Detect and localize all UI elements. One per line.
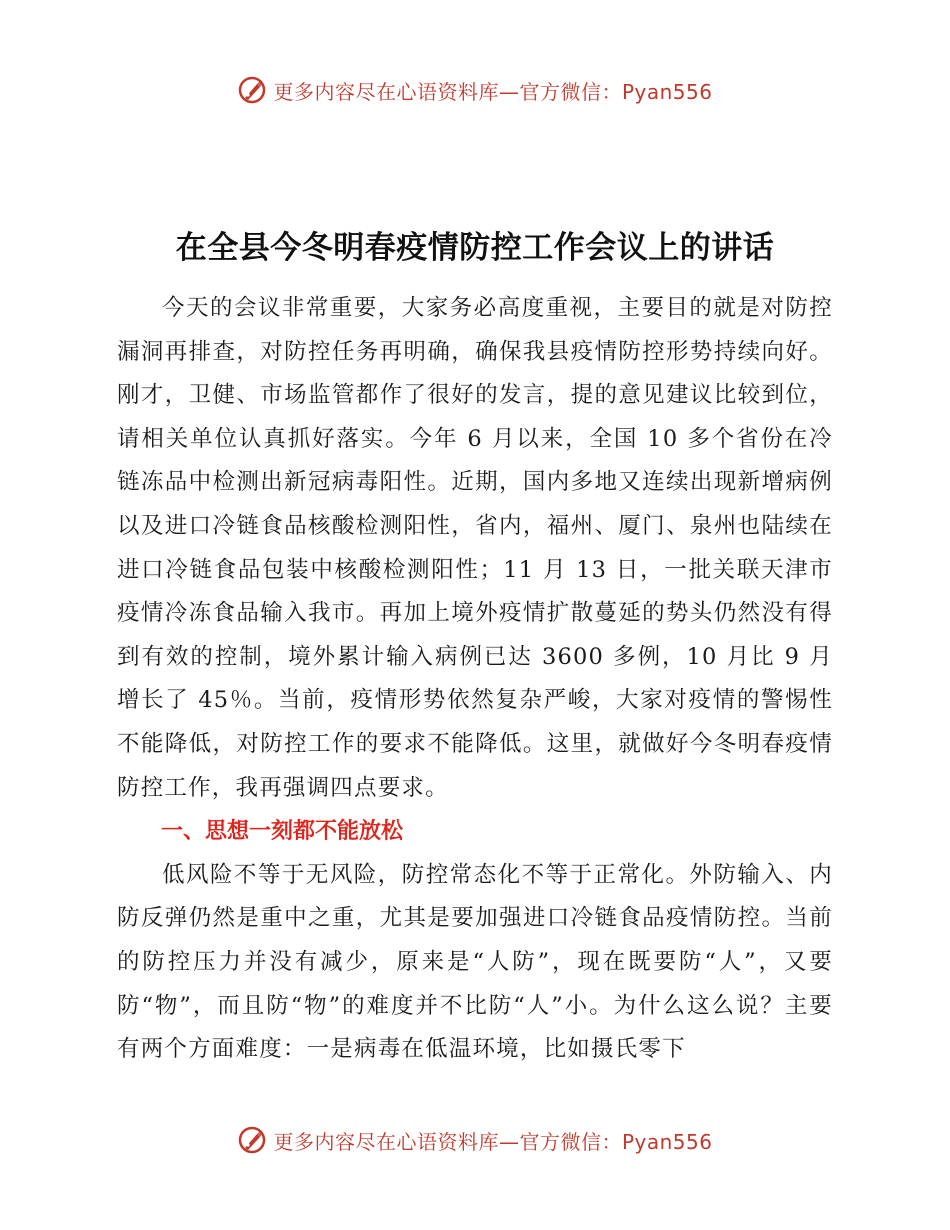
header-watermark-banner (0, 70, 950, 110)
watermark-text: 更多内容尽在心语资料库—官方微信：Pyan556 (273, 79, 713, 104)
footer-watermark-banner (0, 1120, 950, 1160)
document-title: 在全县今冬明春疫情防控工作会议上的讲话 (175, 230, 775, 266)
document-body (117, 287, 833, 1072)
watermark-text: 更多内容尽在心语资料库—官方微信：Pyan556 (273, 1129, 713, 1154)
section-heading-1: 一、思想一刻都不能放松 (161, 819, 404, 845)
pen-nib-icon (237, 75, 267, 105)
pen-nib-icon (237, 1125, 267, 1155)
section-1-paragraph: 低风险不等于无风险，防控常态化不等于正常化。外防输入、内防反弹仍然是重中之重，尤其是要加强进口冷链食品疫情防控。当前的防控压力并没有减少，原来是“人防”，现在既要防“人”，又要防“物”，而且防“物”的难度并不比防“人”小。为什么这么说？主要有两个方面难度：一是病毒在低温环境，比如摄氏零下 (117, 861, 833, 1063)
intro-paragraph: 今天的会议非常重要，大家务必高度重视，主要目的就是对防控漏洞再排查，对防控任务再明确，确保我县疫情防控形势持续向好。刚才，卫健、市场监管都作了很好的发言，提的意见建议比较到位，请相关单位认真抓好落实。今年 6 月以来，全国 10 多个省份在冷链冻品中检测出新冠病毒阳性。近期，国内多地又连续出现新增病例以及进口冷链食品核酸检测阳性，省内，福州、厦门、泉州也陆续在进口冷链食品包装中核酸检测阳性；11 月 13 日，一批关联天津市疫情冷冻食品输入我市。再加上境外疫情扩散蔓延的势头仍然没有得到有效的控制，境外累计输入病例已达 3600 多例，10 月比 9 月增长了 45％。当前，疫情形势依然复杂严峻，大家对疫情的警惕性不能降低，对防控工作的要求不能降低。这里，就做好今冬明春疫情防控工作，我再强调四点要求。 (117, 295, 833, 801)
